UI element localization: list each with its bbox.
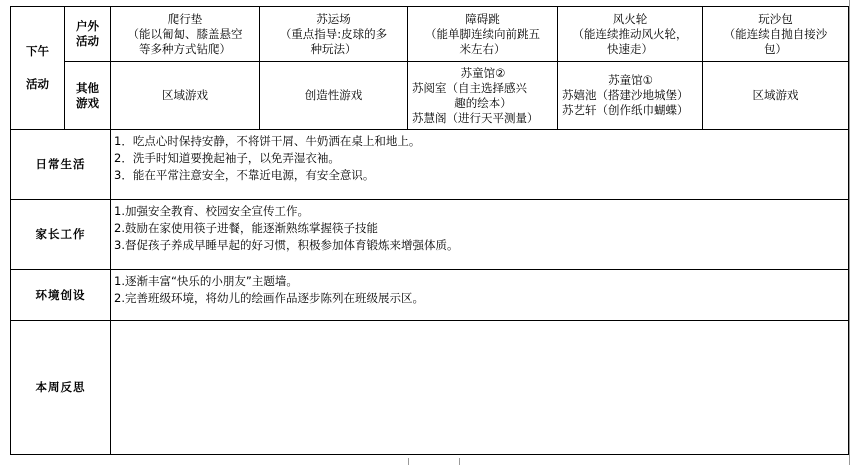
list-item: 3.督促孩子养成早睡早起的好习惯，积极参加体育锻炼来增强体质。 — [114, 238, 459, 252]
afternoon-activities-label — [11, 7, 65, 130]
cell-title: 爬行垫 — [167, 11, 203, 26]
outdoor-label-line-2: 活动 — [76, 34, 99, 48]
other-cell-su-tong-hall-1 — [558, 62, 703, 130]
list-item: 3．能在平常注意安全，不靠近电源，有安全意识。 — [114, 168, 375, 182]
list-item: 1．吃点心时保持安静，不将饼干屑、牛奶洒在桌上和地上。 — [114, 134, 421, 148]
other-cell-area-games-2 — [703, 62, 849, 130]
other-label-line-2: 游戏 — [76, 95, 99, 110]
cell-line: 包） — [764, 41, 787, 56]
environment-label: 环境创设 — [11, 270, 111, 321]
cell-line: 苏艺轩（创作纸巾蝴蝶） — [562, 103, 689, 117]
cell-line: 苏阅室（自主选择感兴 — [412, 80, 527, 95]
reflection-row — [11, 321, 849, 455]
cell-line: 趣的绘本） — [454, 95, 512, 110]
cell-line: 苏童馆② — [460, 65, 506, 80]
cell-line: 苏童馆① — [608, 73, 653, 87]
window-right-edge — [849, 0, 859, 465]
cell-line: 快速走） — [607, 41, 653, 56]
outdoor-label — [65, 7, 111, 62]
cell-title: 障碍跳 — [465, 11, 500, 26]
parent-work-content — [111, 200, 849, 270]
cell-line: （能连续推动风火轮， — [572, 26, 688, 41]
cell-line: 苏嬉池（搭建沙地城堡） — [562, 88, 689, 102]
other-games-label — [65, 62, 111, 130]
other-cell-creative-games — [260, 62, 408, 130]
outdoor-cell-crawling-mat — [111, 7, 260, 62]
list-item: 2.完善班级环境，将幼儿的绘画作品逐步陈列在班级展示区。 — [114, 291, 424, 305]
cell-line: 区域游戏 — [162, 88, 208, 102]
cell-line: （重点指导:皮球的多 — [279, 26, 388, 41]
cell-line: 区域游戏 — [752, 88, 799, 102]
other-cell-area-games-1 — [111, 62, 260, 130]
other-label-line-1: 其他 — [76, 80, 99, 95]
cell-line: 米左右） — [459, 41, 506, 56]
outdoor-activities-row — [11, 7, 849, 62]
cell-line: （能单脚连续向前跳五 — [425, 26, 540, 41]
daily-life-label: 日常生活 — [11, 130, 111, 200]
other-games-row — [11, 62, 849, 130]
parent-work-row — [11, 200, 849, 270]
cell-line: 创造性游戏 — [304, 88, 363, 102]
cell-title: 风火轮 — [612, 11, 648, 26]
afternoon-label-bottom: 活动 — [26, 77, 49, 91]
sheet-bottom-mark — [408, 458, 460, 465]
cell-line: （能连续自抛自接沙 — [723, 26, 828, 41]
outdoor-cell-sandbag — [703, 7, 849, 62]
daily-life-content — [111, 130, 849, 200]
daily-life-row — [11, 130, 849, 200]
reflection-content — [111, 321, 849, 455]
afternoon-label-top: 下午 — [26, 44, 49, 58]
weekly-plan-sheet — [10, 6, 848, 458]
cell-title: 苏运场 — [316, 11, 351, 26]
environment-content — [111, 270, 849, 321]
outdoor-cell-fire-wheel — [558, 7, 703, 62]
outdoor-cell-playground — [260, 7, 408, 62]
outdoor-label-line-1: 户外 — [76, 19, 99, 33]
cell-line: 苏慧阁（进行天平测量） — [412, 110, 539, 125]
list-item: 2.鼓励在家使用筷子进餐，能逐渐熟练掌握筷子技能 — [114, 221, 378, 235]
parent-work-label: 家长工作 — [11, 200, 111, 270]
list-item: 1.加强安全教育、校园安全宣传工作。 — [114, 204, 309, 218]
cell-line: 等多种方式钻爬） — [139, 41, 231, 56]
list-item: 2．洗手时知道要挽起袖子，以免弄湿衣袖。 — [114, 151, 340, 165]
cell-line: 种玩法） — [310, 41, 357, 56]
cell-line: （能以匍匐、膝盖悬空 — [127, 26, 243, 41]
outdoor-cell-obstacle-jump — [408, 7, 558, 62]
list-item: 1.逐渐丰富“快乐的小朋友”主题墙。 — [114, 274, 298, 288]
other-cell-su-tong-hall-2 — [408, 62, 558, 130]
weekly-plan-table — [10, 6, 849, 455]
cell-title: 玩沙包 — [758, 11, 793, 26]
reflection-label: 本周反思 — [11, 321, 111, 455]
environment-row — [11, 270, 849, 321]
